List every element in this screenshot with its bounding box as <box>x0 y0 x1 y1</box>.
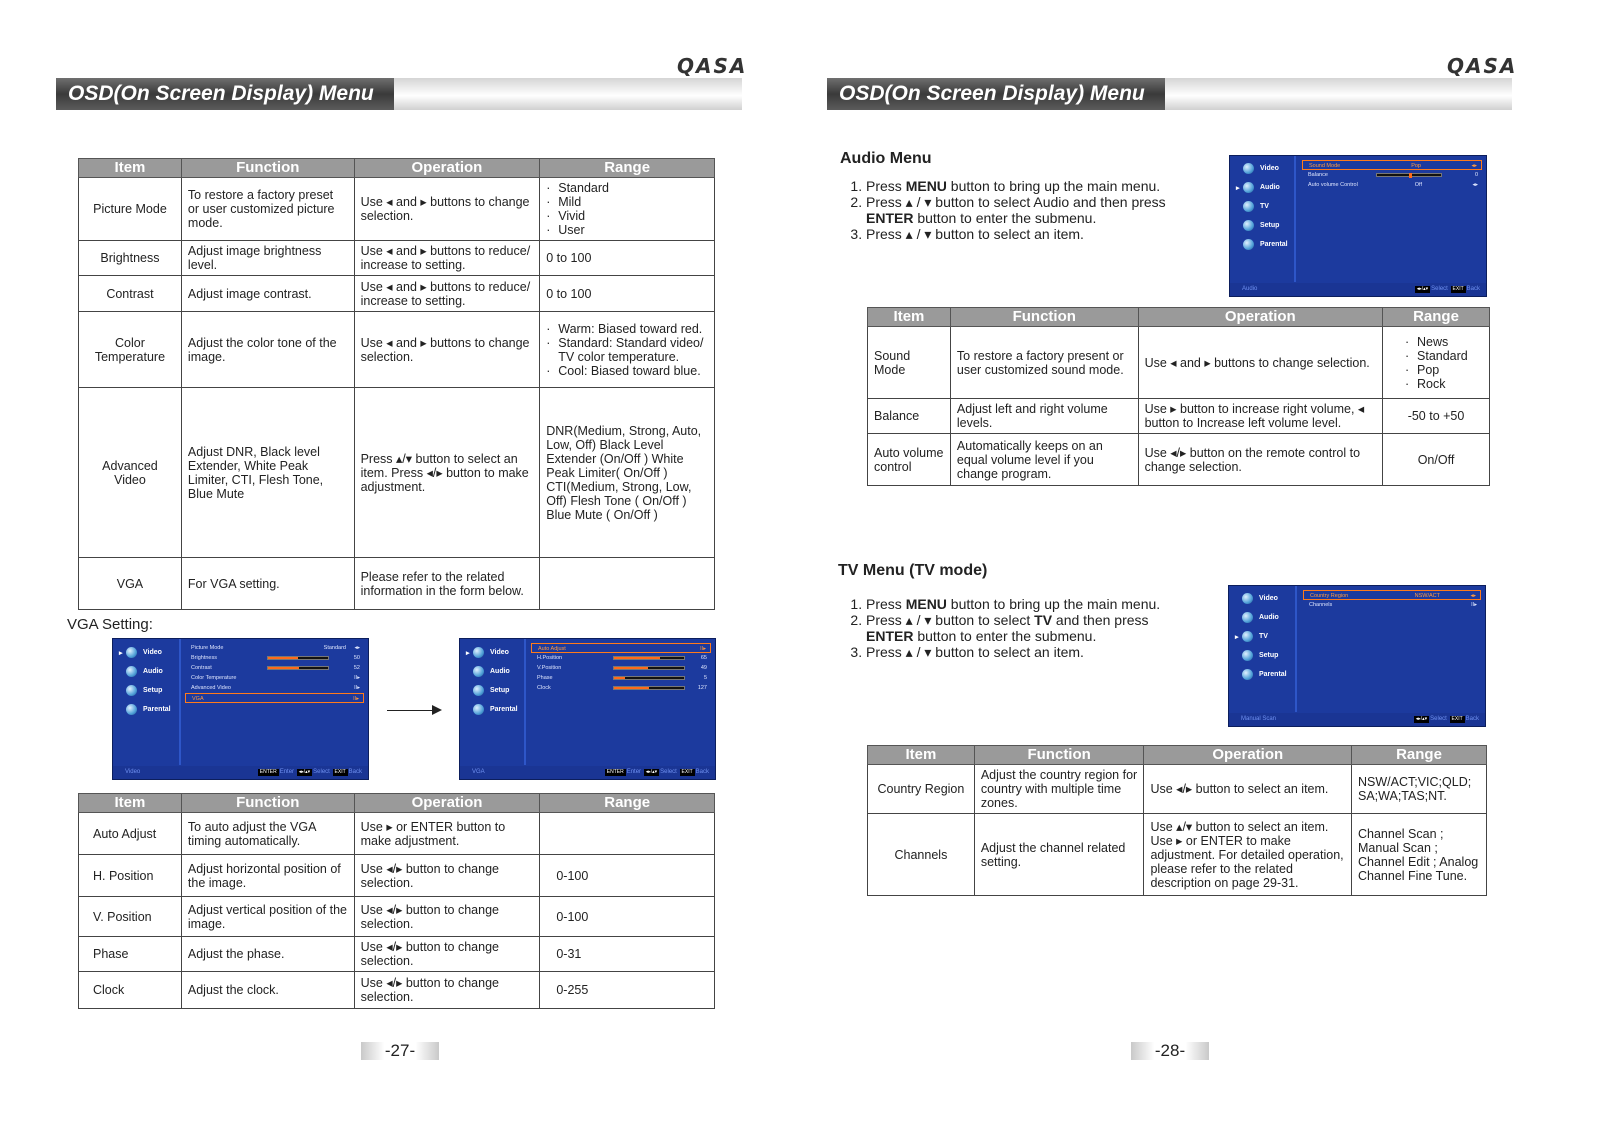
osd-slider <box>613 686 685 690</box>
header-operation: Operation <box>1144 746 1352 765</box>
osd-content <box>1303 590 1481 610</box>
range-option: · Standard: Standard video/ TV color temperature. <box>546 336 708 364</box>
osd-row-selected: Country Region NSW/ACT ◂▸ <box>1303 590 1481 600</box>
cell-operation: Use ◂ and ▸ buttons to change selection. <box>1138 327 1382 399</box>
cell-operation: Use ▴/▾ button to select an item. Use ▸ or ENTER to make adjustment. For detailed operation, please refer to the related description on page 29-31. <box>1144 814 1352 896</box>
cell-function: Adjust DNR, Black level Extender, White Peak Limiter, CTI, Flesh Tone, Blue Mute <box>181 388 354 558</box>
cell-function: Adjust horizontal position of the image. <box>181 855 354 897</box>
cell-item: Clock <box>79 972 182 1009</box>
osd-menu-audio: Audio <box>113 662 179 681</box>
cell-function: To restore a factory preset or user customized picture mode. <box>181 178 354 241</box>
header-range: Range <box>540 159 715 178</box>
range-option: · Mild <box>546 195 708 209</box>
step-item: 1. Press MENU button to bring up the main menu. <box>866 596 1196 612</box>
cell-function: Adjust the channel related setting. <box>974 814 1144 896</box>
header-function: Function <box>950 308 1138 327</box>
tv-steps <box>836 596 1196 660</box>
arrow-right-icon <box>432 705 442 715</box>
setup-icon <box>1243 220 1254 231</box>
vga-setting-label: VGA Setting: <box>67 616 153 633</box>
tv-icon <box>1243 201 1254 212</box>
page-number: -28- <box>1131 1042 1209 1060</box>
audio-steps <box>836 178 1196 242</box>
cell-item: Auto volume control <box>868 434 951 486</box>
header-function: Function <box>181 159 354 178</box>
cell-range: -50 to +50 <box>1383 399 1490 434</box>
cell-item: Brightness <box>79 241 182 276</box>
cell-function: Adjust the clock. <box>181 972 354 1009</box>
osd-video-screen <box>112 638 369 780</box>
osd-row-selected: Sound Mode Pop ◂▸ <box>1302 160 1482 170</box>
header-range: Range <box>1383 308 1490 327</box>
video-icon <box>473 647 484 658</box>
cell-function: To auto adjust the VGA timing automatically. <box>181 813 354 855</box>
osd-footer: Video ENTER Enter ◂▸/▴▾ Select EXIT Back <box>113 766 368 779</box>
osd-menu-setup: Setup <box>460 681 524 700</box>
parental-icon <box>126 704 137 715</box>
osd-menu-audio: ▸ Audio <box>1236 184 1280 192</box>
osd-slider <box>267 656 329 660</box>
table-row <box>868 327 1490 399</box>
osd-footer: Audio ◂▸/▴▾ Select EXIT Back <box>1230 283 1486 296</box>
selected-arrow-icon: ▸ <box>1235 633 1239 641</box>
table-header-row <box>868 746 1487 765</box>
page-28 <box>800 0 1600 1138</box>
table-header-row <box>79 159 715 178</box>
cell-operation: Use ◂ and ▸ buttons to reduce/ increase to setting. <box>354 276 540 312</box>
cell-function: Adjust the phase. <box>181 937 354 972</box>
header-item: Item <box>79 159 182 178</box>
tv-icon <box>1242 631 1253 642</box>
setup-icon <box>1242 650 1253 661</box>
vga-settings-table <box>78 793 715 1009</box>
banner-title: OSD(On Screen Display) Menu <box>56 78 394 110</box>
cell-function: For VGA setting. <box>181 558 354 610</box>
table-row <box>79 178 715 241</box>
step-item: 3. Press ▴ / ▾ button to select an item. <box>866 644 1196 660</box>
osd-row: Auto volume Control Off ◂▸ <box>1308 182 1478 188</box>
cell-item: VGA <box>79 558 182 610</box>
osd-row: V.Position 49 <box>537 665 707 671</box>
selected-arrow-icon: ▸ <box>119 649 123 657</box>
osd-menu-audio: Audio <box>1229 608 1295 627</box>
cell-item: Color Temperature <box>79 312 182 388</box>
table-row <box>79 312 715 388</box>
osd-row: Balance 0 <box>1308 172 1478 178</box>
cell-operation: Use ◂/▸ button to change selection. <box>354 855 540 897</box>
header-operation: Operation <box>1138 308 1382 327</box>
osd-row-selected: VGA II▸ <box>185 693 364 703</box>
video-icon <box>1242 593 1253 604</box>
header-item: Item <box>868 308 951 327</box>
table-row <box>79 813 715 855</box>
cell-operation: Use ◂ and ▸ buttons to change selection. <box>354 178 540 241</box>
brand-logo: QASA <box>677 54 748 78</box>
osd-content <box>531 643 711 693</box>
cell-operation: Use ◂ and ▸ buttons to reduce/ increase to setting. <box>354 241 540 276</box>
brand-logo: QASA <box>1447 54 1518 78</box>
video-icon <box>126 647 137 658</box>
osd-slider <box>1376 173 1442 177</box>
parental-icon <box>1243 239 1254 250</box>
cell-operation: Use ◂/▸ button to select an item. <box>1144 765 1352 814</box>
cell-range: 0 to 100 <box>540 241 715 276</box>
osd-slider <box>613 676 685 680</box>
cell-range: 0-31 <box>540 937 715 972</box>
cell-range: DNR(Medium, Strong, Auto, Low, Off) Black Level Extender (On/Off ) White Peak Limiter( On/Off ) CTI(Medium, Strong, Low, Off) Flesh Tone ( On/Off ) Blue Mute ( On/Off ) <box>540 388 715 558</box>
arrow-line <box>387 710 432 711</box>
osd-row: Phase 5 <box>537 675 707 681</box>
osd-side-menu <box>1230 156 1296 282</box>
osd-row: Contrast 52 <box>191 665 360 671</box>
cell-range: 0 to 100 <box>540 276 715 312</box>
osd-side-menu <box>113 639 181 765</box>
range-option: · Vivid <box>546 209 708 223</box>
cell-operation: Use ◂/▸ button to change selection. <box>354 972 540 1009</box>
range-option: · Pop <box>1405 363 1483 377</box>
audio-menu-title: Audio Menu <box>840 150 932 167</box>
cell-range: On/Off <box>1383 434 1490 486</box>
banner-title: OSD(On Screen Display) Menu <box>827 78 1165 110</box>
cell-function: To restore a factory present or user customized sound mode. <box>950 327 1138 399</box>
table-row <box>79 937 715 972</box>
osd-vga-screen <box>459 638 716 780</box>
audio-icon <box>126 666 137 677</box>
cell-operation: Use ◂/▸ button on the remote control to change selection. <box>1138 434 1382 486</box>
cell-range <box>1383 327 1490 399</box>
osd-slider <box>613 656 685 660</box>
osd-audio-screen <box>1229 155 1487 297</box>
table-row <box>79 897 715 937</box>
range-option: · News <box>1405 335 1483 349</box>
osd-menu-tv: ▸ TV <box>1235 633 1268 641</box>
parental-icon <box>473 704 484 715</box>
video-icon <box>1243 163 1254 174</box>
osd-menu-audio: Audio <box>460 662 524 681</box>
cell-function: Automatically keeps on an equal volume level if you change program. <box>950 434 1138 486</box>
cell-operation: Use ▸ or ENTER button to make adjustment. <box>354 813 540 855</box>
header-operation: Operation <box>354 159 540 178</box>
osd-row: Brightness 50 <box>191 655 360 661</box>
cell-function: Adjust image brightness level. <box>181 241 354 276</box>
osd-menu-video: ▸ Video <box>466 649 509 657</box>
step-item: 2. Press ▴ / ▾ button to select Audio and then press ENTER button to enter the submenu. <box>866 194 1196 226</box>
osd-menu-video: ▸ Video <box>119 649 162 657</box>
step-item: 3. Press ▴ / ▾ button to select an item. <box>866 226 1196 242</box>
cell-operation: Use ▸ button to increase right volume, ◂ button to Increase left volume level. <box>1138 399 1382 434</box>
table-header-row <box>79 794 715 813</box>
osd-footer: VGA ENTER Enter ◂▸/▴▾ Select EXIT Back <box>460 766 715 779</box>
parental-icon <box>1242 669 1253 680</box>
header-item: Item <box>79 794 182 813</box>
cell-operation: Use ◂/▸ button to change selection. <box>354 937 540 972</box>
cell-range: 0-100 <box>540 855 715 897</box>
cell-range: 0-255 <box>540 972 715 1009</box>
cell-range: 0-100 <box>540 897 715 937</box>
osd-menu-setup: Setup <box>113 681 179 700</box>
cell-operation: Press ▴/▾ button to select an item. Press ◂/▸ button to make adjustment. <box>354 388 540 558</box>
tv-menu-title: TV Menu (TV mode) <box>838 562 988 579</box>
range-option: · Rock <box>1405 377 1483 391</box>
audio-icon <box>473 666 484 677</box>
audio-icon <box>1243 182 1254 193</box>
cell-function: Adjust left and right volume levels. <box>950 399 1138 434</box>
cell-item: Picture Mode <box>79 178 182 241</box>
header-operation: Operation <box>354 794 540 813</box>
selected-arrow-icon: ▸ <box>1236 184 1240 192</box>
osd-tv-screen <box>1228 585 1486 727</box>
osd-row: H.Position 65 <box>537 655 707 661</box>
cell-range <box>540 312 715 388</box>
osd-row: Color Temperature II▸ <box>191 675 360 681</box>
cell-operation: Use ◂ and ▸ buttons to change selection. <box>354 312 540 388</box>
cell-operation: Please refer to the related information in the form below. <box>354 558 540 610</box>
page-number: -27- <box>361 1042 439 1060</box>
cell-range <box>540 178 715 241</box>
audio-settings-table <box>867 307 1490 486</box>
osd-menu-parental: Parental <box>113 700 179 719</box>
header-range: Range <box>1352 746 1487 765</box>
osd-menu-setup: Setup <box>1229 646 1295 665</box>
cell-range <box>540 558 715 610</box>
osd-menu-setup: Setup <box>1230 216 1294 235</box>
table-header-row <box>868 308 1490 327</box>
cell-item: Advanced Video <box>79 388 182 558</box>
cell-item: Balance <box>868 399 951 434</box>
range-option: · Standard <box>1405 349 1483 363</box>
table-row <box>79 241 715 276</box>
table-row <box>79 388 715 558</box>
cell-function: Adjust the country region for country with multiple time zones. <box>974 765 1144 814</box>
cell-range: Channel Scan ; Manual Scan ; Channel Edit ; Analog Channel Fine Tune. <box>1352 814 1487 896</box>
osd-row-selected: Auto Adjust II▸ <box>531 643 711 653</box>
table-row <box>868 814 1487 896</box>
osd-slider <box>613 666 685 670</box>
step-item: 2. Press ▴ / ▾ button to select TV and then press ENTER button to enter the submenu. <box>866 612 1196 644</box>
header-function: Function <box>181 794 354 813</box>
cell-item: Channels <box>868 814 975 896</box>
osd-row: Channels II▸ <box>1309 602 1477 608</box>
header-function: Function <box>974 746 1144 765</box>
osd-row: Picture Mode Standard ◂▸ <box>191 645 360 651</box>
table-row <box>868 434 1490 486</box>
table-row <box>868 399 1490 434</box>
osd-row: Clock 127 <box>537 685 707 691</box>
cell-range: NSW/ACT;VIC;QLD; SA;WA;TAS;NT. <box>1352 765 1487 814</box>
picture-settings-table <box>78 158 715 610</box>
table-row <box>79 558 715 610</box>
selected-arrow-icon: ▸ <box>466 649 470 657</box>
table-row <box>868 765 1487 814</box>
cell-item: Auto Adjust <box>79 813 182 855</box>
cell-operation: Use ◂/▸ button to change selection. <box>354 897 540 937</box>
cell-item: H. Position <box>79 855 182 897</box>
cell-range <box>540 813 715 855</box>
osd-menu-parental: Parental <box>1230 235 1294 254</box>
osd-menu-parental: Parental <box>1229 665 1295 684</box>
step-item: 1. Press MENU button to bring up the main menu. <box>866 178 1196 194</box>
cell-function: Adjust vertical position of the image. <box>181 897 354 937</box>
table-row <box>79 972 715 1009</box>
cell-item: Contrast <box>79 276 182 312</box>
header-item: Item <box>868 746 975 765</box>
osd-menu-video: Video <box>1230 159 1294 178</box>
cell-function: Adjust image contrast. <box>181 276 354 312</box>
osd-content <box>1302 160 1482 190</box>
table-row <box>79 855 715 897</box>
osd-menu-video: Video <box>1229 589 1295 608</box>
cell-item: Country Region <box>868 765 975 814</box>
range-option: · Warm: Biased toward red. <box>546 322 708 336</box>
setup-icon <box>126 685 137 696</box>
audio-icon <box>1242 612 1253 623</box>
header-range: Range <box>540 794 715 813</box>
range-option: · Standard <box>546 181 708 195</box>
setup-icon <box>473 685 484 696</box>
osd-footer: Manual Scan ◂▸/▴▾ Select EXIT Back <box>1229 713 1485 726</box>
osd-side-menu <box>1229 586 1297 712</box>
cell-item: V. Position <box>79 897 182 937</box>
range-option: · User <box>546 223 708 237</box>
osd-slider <box>267 666 329 670</box>
osd-row: Advanced Video II▸ <box>191 685 360 691</box>
osd-content <box>185 643 364 703</box>
osd-side-menu <box>460 639 526 765</box>
tv-settings-table <box>867 745 1487 896</box>
osd-menu-tv: TV <box>1230 197 1294 216</box>
table-row <box>79 276 715 312</box>
cell-item: Phase <box>79 937 182 972</box>
cell-function: Adjust the color tone of the image. <box>181 312 354 388</box>
cell-item: Sound Mode <box>868 327 951 399</box>
osd-menu-parental: Parental <box>460 700 524 719</box>
range-option: · Cool: Biased toward blue. <box>546 364 708 378</box>
